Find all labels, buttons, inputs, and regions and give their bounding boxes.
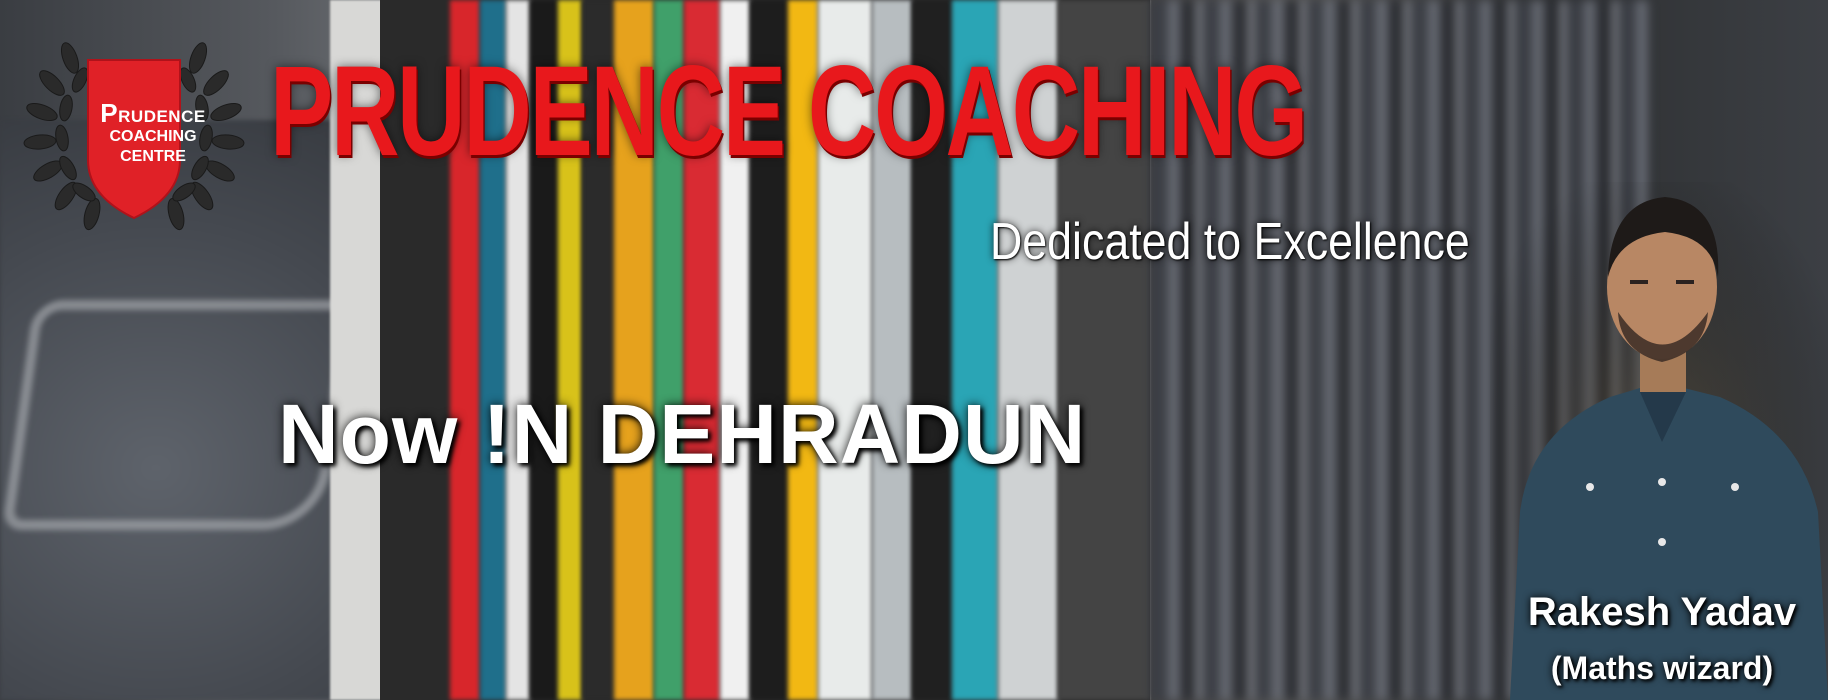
prudence-logo <box>18 28 250 236</box>
banner-tagline: Dedicated to Excellence <box>990 213 1470 271</box>
banner-title: PRUDENCE COACHING <box>270 40 1306 183</box>
teacher-name: Rakesh Yadav <box>1527 590 1797 634</box>
logo-text: PRUDENCE COACHING CENTRE <box>100 98 206 165</box>
location-announcement: Now !N DEHRADUN <box>278 387 1087 481</box>
teacher-role: (Maths wizard) <box>1550 650 1774 686</box>
